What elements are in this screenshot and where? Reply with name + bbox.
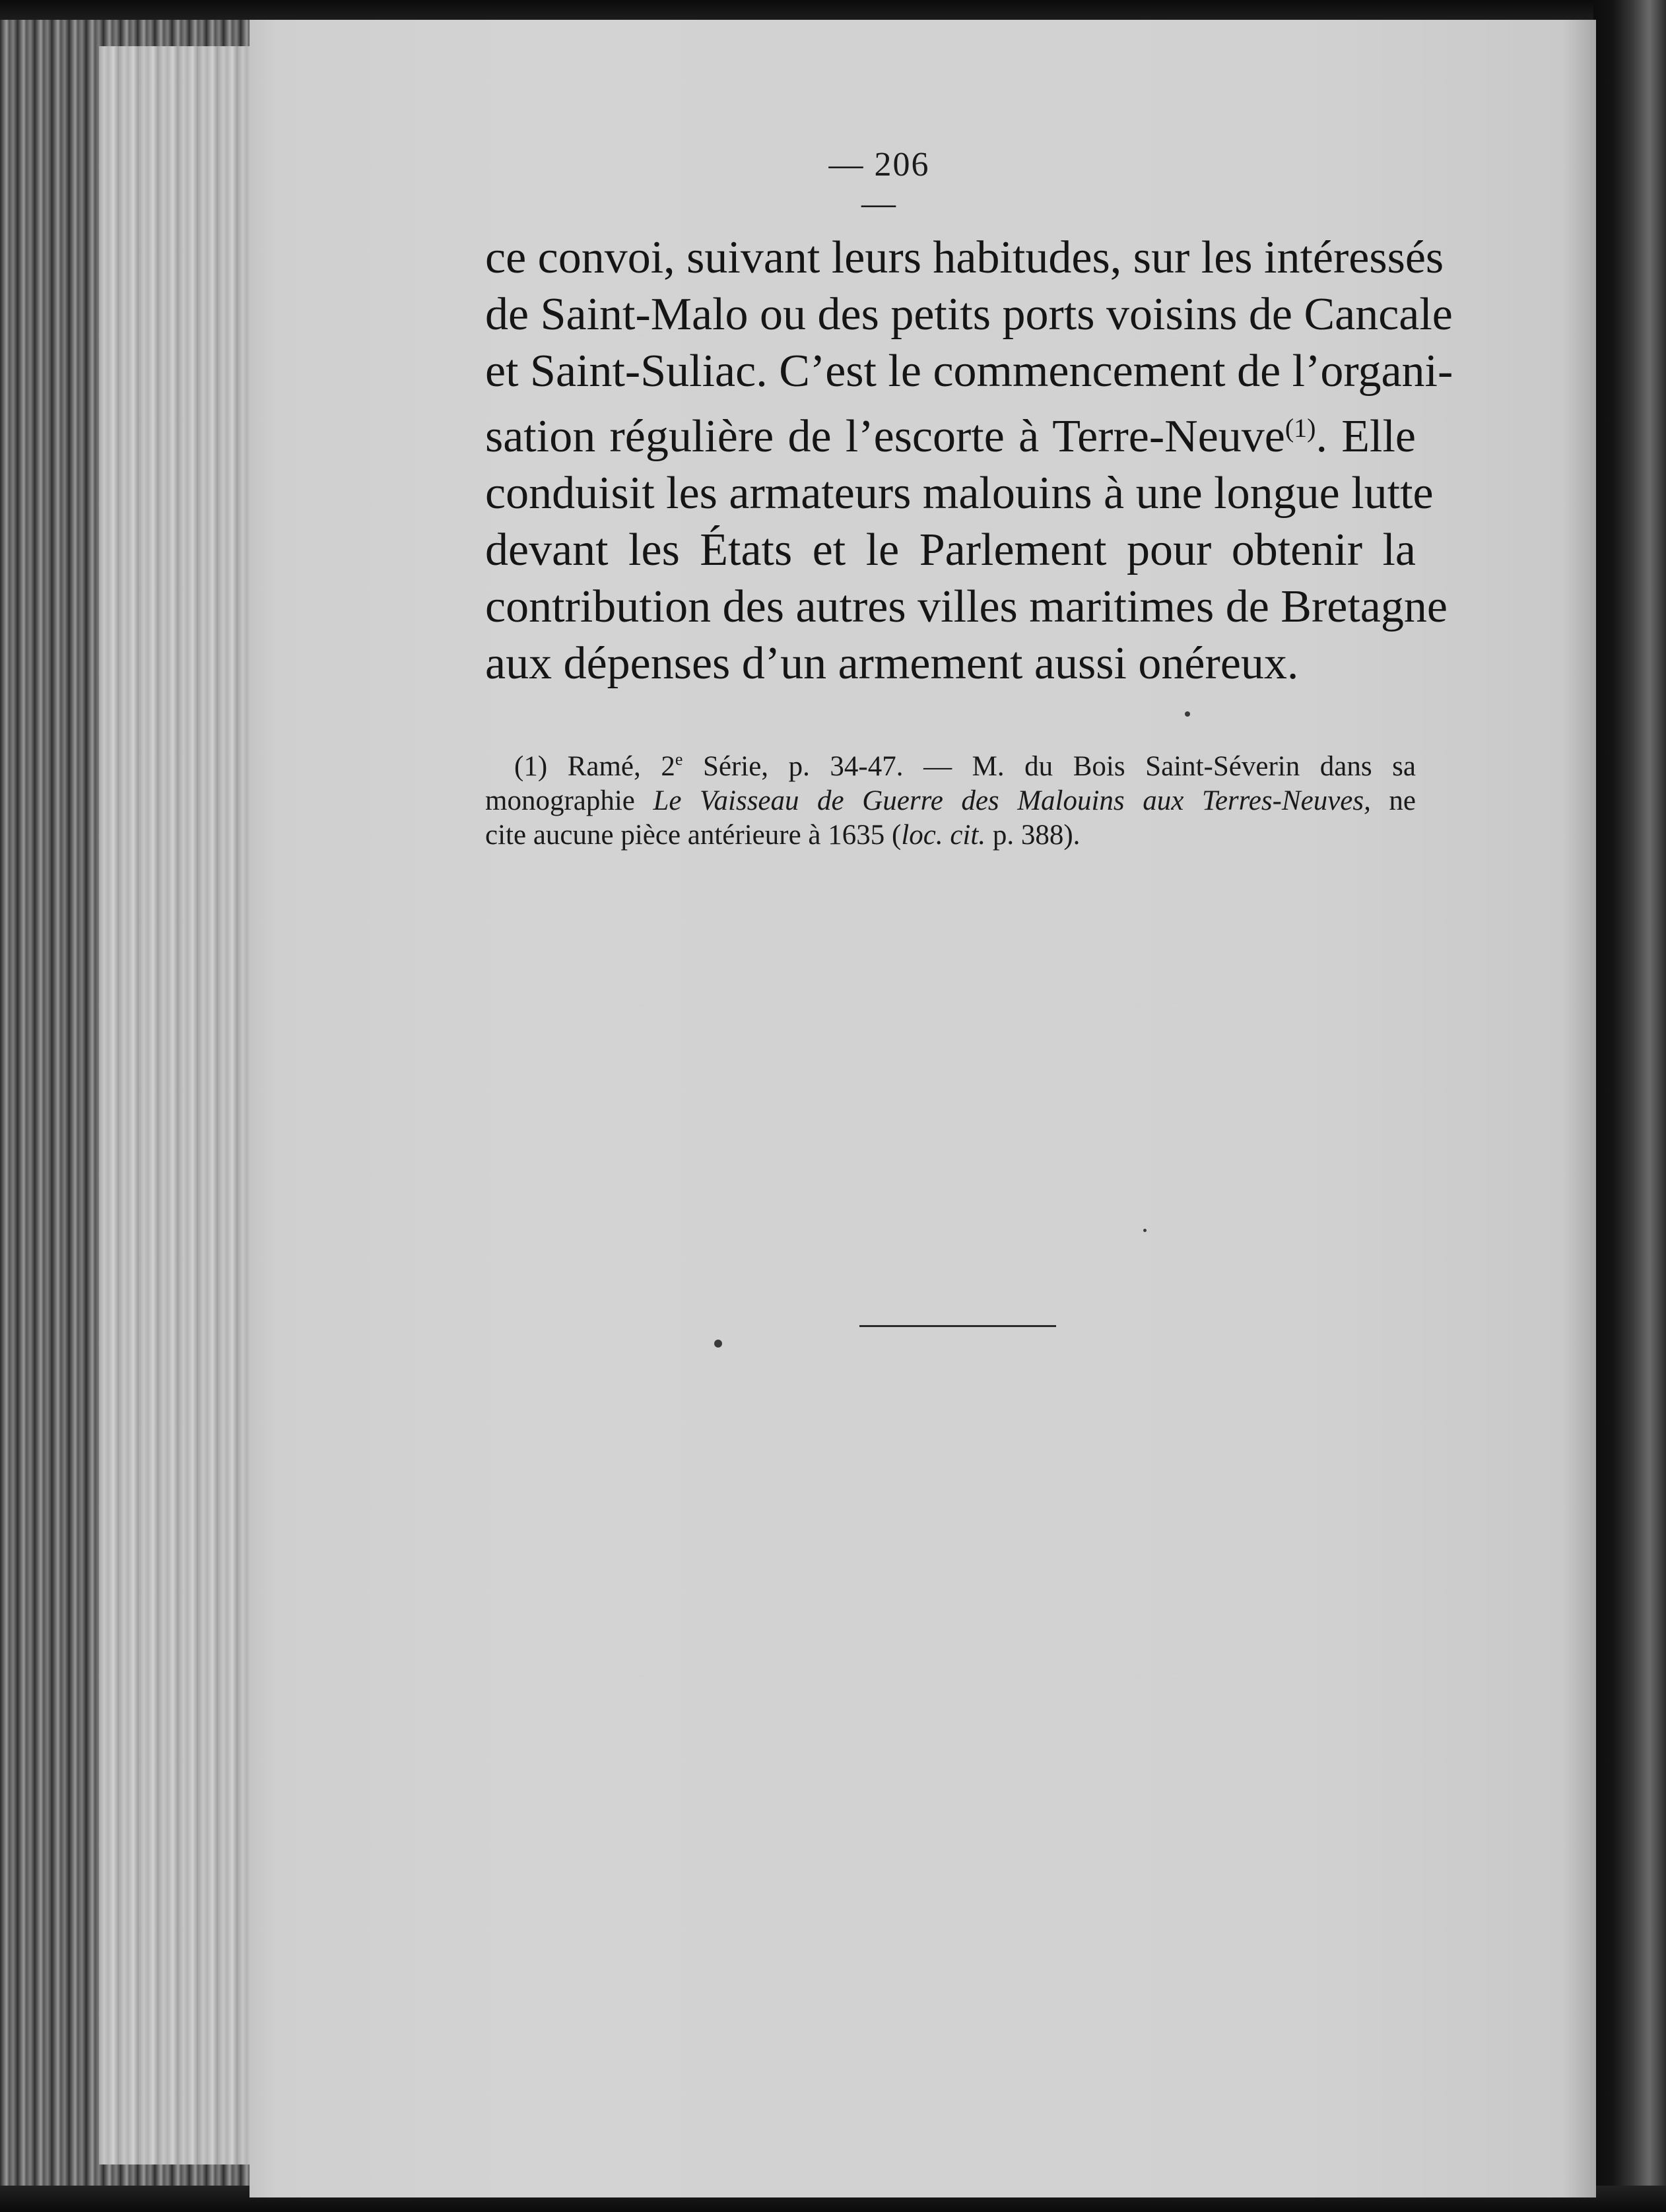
body-line: ce convoi, suivant leurs habitudes, sur les intéressés [485, 232, 1444, 283]
footnote-marker: (1) [514, 751, 548, 782]
page-number: — 206 — [828, 146, 930, 222]
body-paragraph [485, 230, 1453, 692]
paper-speck [1185, 711, 1190, 717]
footnote-line [485, 742, 1416, 784]
footnote-superscript: e [675, 750, 683, 769]
footnote-text: p. 388). [985, 820, 1081, 851]
end-rule [859, 1325, 1056, 1327]
footnote-text: Ramé, 2 [567, 751, 675, 782]
body-line-tail: . Elle [1316, 411, 1416, 462]
footnote-italic-citation: loc. cit. [901, 820, 986, 851]
body-line: contribution des autres villes maritimes de Bretagne [485, 581, 1448, 632]
footnote-text: ne [1370, 785, 1416, 816]
footnote-text: Série, p. 34-47. — M. du Bois Saint-Séverin dans sa [683, 751, 1416, 782]
body-line: de Saint-Malo ou des petits ports voisins de Cancale [485, 289, 1453, 340]
footnote-line [485, 784, 1416, 818]
footnote [485, 742, 1416, 853]
paper-speck [1143, 1229, 1147, 1232]
book-page-edges [0, 20, 257, 2191]
footnote-reference: (1) [1284, 413, 1316, 443]
right-binding-shadow [1593, 0, 1666, 2212]
body-line: aux dépenses d’un armement aussi onéreux. [485, 638, 1299, 689]
footnote-text: monographie [485, 785, 653, 816]
footnote-line [485, 818, 1416, 853]
body-line: et Saint-Suliac. C’est le commencement de l’organi- [485, 346, 1453, 397]
paper-speck [714, 1340, 722, 1348]
body-line: conduisit les armateurs malouins à une longue lutte [485, 468, 1434, 519]
footnote-text: cite aucune pièce antérieure à 1635 ( [485, 820, 902, 851]
body-line-with-footnote-ref [485, 400, 1416, 465]
footnote-italic-title: Le Vaisseau de Guerre des Malouins aux Terres-Neuves, [653, 785, 1371, 816]
body-line: devant les États et le Parlement pour obtenir la [485, 525, 1416, 575]
book-page-edges-inner [99, 46, 257, 2164]
body-line-text: sation régulière de l’escorte à Terre-Neuve [485, 411, 1285, 462]
